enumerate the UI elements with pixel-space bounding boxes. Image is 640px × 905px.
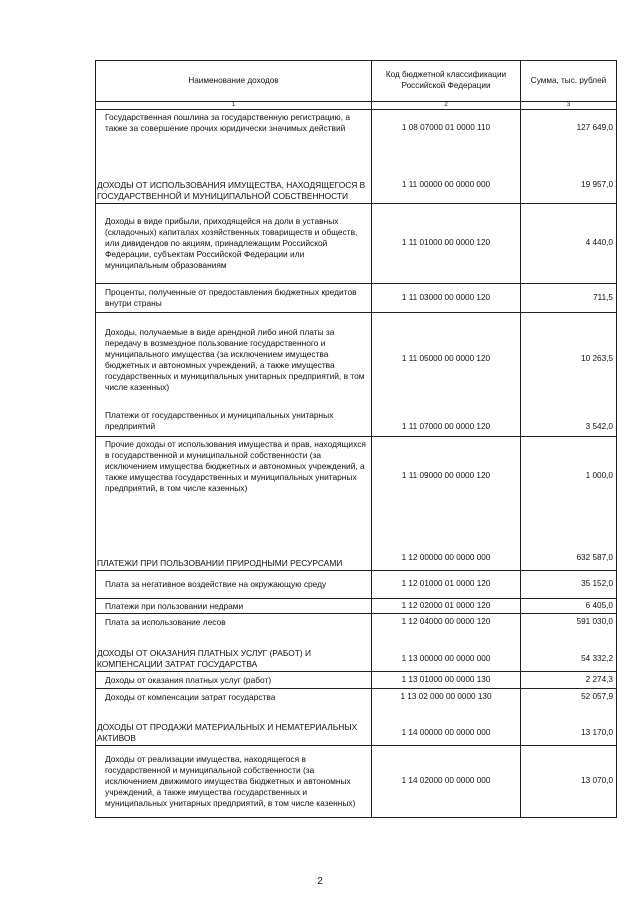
income-sum: 127 649,0 — [521, 110, 617, 156]
budget-code: 1 11 09000 00 0000 120 — [372, 437, 521, 531]
table-row — [96, 642, 617, 672]
header-sum: Сумма, тыс. рублей — [521, 61, 617, 102]
income-sum: 52 057,9 — [521, 689, 617, 716]
income-sum: 591 030,0 — [521, 614, 617, 642]
income-sum: 13 070,0 — [521, 746, 617, 818]
income-sum: 1 000,0 — [521, 437, 617, 531]
income-sum: 711,5 — [521, 284, 617, 313]
budget-code: 1 12 04000 00 0000 120 — [372, 614, 521, 642]
table-row — [96, 746, 617, 818]
table-header-row — [96, 61, 617, 102]
table-row — [96, 689, 617, 716]
budget-code: 1 12 01000 01 0000 120 — [372, 571, 521, 599]
table-row — [96, 437, 617, 531]
income-name: Доходы от оказания платных услуг (работ) — [96, 672, 372, 689]
income-sum: 4 440,0 — [521, 204, 617, 284]
income-name: Платежи при пользовании недрами — [96, 599, 372, 614]
table-row — [96, 313, 617, 407]
income-name: Государственная пошлина за государственную регистрацию, а также за совершение прочих юридически значимых действий — [96, 110, 372, 156]
budget-code: 1 11 05000 00 0000 120 — [372, 313, 521, 407]
budget-code: 1 11 03000 00 0000 120 — [372, 284, 521, 313]
income-sum: 6 405,0 — [521, 599, 617, 614]
income-sum: 10 263,5 — [521, 313, 617, 407]
income-name: Платежи от государственных и муниципальных унитарных предприятий — [96, 407, 372, 437]
income-name: Прочие доходы от использования имущества и прав, находящихся в государственной и муниципальной собственности (за исключением имущества бюджетных и автономных учреждений, а также имущества государственных и муниципальных унитарных предприятий, в том числе казенных) — [96, 437, 372, 531]
header-code: Код бюджетной классификации Российской Федерации — [372, 61, 521, 102]
income-name: ПЛАТЕЖИ ПРИ ПОЛЬЗОВАНИИ ПРИРОДНЫМИ РЕСУРСАМИ — [96, 531, 372, 571]
income-name: ДОХОДЫ ОТ ИСПОЛЬЗОВАНИЯ ИМУЩЕСТВА, НАХОДЯЩЕГОСЯ В ГОСУДАРСТВЕННОЙ И МУНИЦИПАЛЬНОЙ СОБСТВЕННОСТИ — [96, 156, 372, 204]
column-index: 2 — [372, 102, 521, 110]
income-sum: 54 332,2 — [521, 642, 617, 672]
income-name: ДОХОДЫ ОТ ПРОДАЖИ МАТЕРИАЛЬНЫХ И НЕМАТЕРИАЛЬНЫХ АКТИВОВ — [96, 716, 372, 746]
table-row — [96, 614, 617, 642]
column-index: 1 — [96, 102, 372, 110]
page-number: 2 — [317, 876, 323, 887]
income-name: ДОХОДЫ ОТ ОКАЗАНИЯ ПЛАТНЫХ УСЛУГ (РАБОТ) И КОМПЕНСАЦИИ ЗАТРАТ ГОСУДАРСТВА — [96, 642, 372, 672]
income-name: Плата за использование лесов — [96, 614, 372, 642]
income-sum: 13 170,0 — [521, 716, 617, 746]
budget-code: 1 13 00000 00 0000 000 — [372, 642, 521, 672]
income-name: Плата за негативное воздействие на окружающую среду — [96, 571, 372, 599]
table-row — [96, 716, 617, 746]
income-table — [95, 60, 617, 818]
table-row — [96, 110, 617, 156]
income-sum: 19 957,0 — [521, 156, 617, 204]
table-row — [96, 204, 617, 284]
income-name: Доходы от реализации имущества, находящегося в государственной и муниципальной собственности (за исключением движимого имущества бюджетных и автономных учреждений, а также имущества государственных и муниципальных унитарных предприятий, в том числе казенных) — [96, 746, 372, 818]
budget-code: 1 14 00000 00 0000 000 — [372, 716, 521, 746]
income-name: Проценты, полученные от предоставления бюджетных кредитов внутри страны — [96, 284, 372, 313]
budget-code: 1 11 00000 00 0000 000 — [372, 156, 521, 204]
budget-code: 1 13 01000 00 0000 130 — [372, 672, 521, 689]
budget-code: 1 11 01000 00 0000 120 — [372, 204, 521, 284]
income-sum: 2 274,3 — [521, 672, 617, 689]
budget-code: 1 08 07000 01 0000 110 — [372, 110, 521, 156]
table-row — [96, 571, 617, 599]
budget-code: 1 14 02000 00 0000 000 — [372, 746, 521, 818]
income-name: Доходы, получаемые в виде арендной либо иной платы за передачу в возмездное пользование государственного и муниципального имущества (за исключением имущества бюджетных и автономных учреждений, а также имущества государственных и муниципальных унитарных предприятий, в том числе казенных) — [96, 313, 372, 407]
income-sum: 3 542,0 — [521, 407, 617, 437]
column-index: 3 — [521, 102, 617, 110]
budget-code: 1 11 07000 00 0000 120 — [372, 407, 521, 437]
table-row — [96, 284, 617, 313]
table-row — [96, 672, 617, 689]
budget-code: 1 12 02000 01 0000 120 — [372, 599, 521, 614]
budget-code: 1 12 00000 00 0000 000 — [372, 531, 521, 571]
header-name: Наименование доходов — [96, 61, 372, 102]
table-row — [96, 531, 617, 571]
column-index-row — [96, 102, 617, 110]
table-row — [96, 156, 617, 204]
budget-code: 1 13 02 000 00 0000 130 — [372, 689, 521, 716]
income-sum: 35 152,0 — [521, 571, 617, 599]
table-row — [96, 407, 617, 437]
income-name: Доходы от компенсации затрат государства — [96, 689, 372, 716]
income-sum: 632 587,0 — [521, 531, 617, 571]
income-name: Доходы в виде прибыли, приходящейся на доли в уставных (складочных) капиталах хозяйственных товариществ и обществ, или дивидендов по акциям, принадлежащим Российской Федерации, субъектам Российской Федерации или муниципальным образованиям — [96, 204, 372, 284]
table-row — [96, 599, 617, 614]
